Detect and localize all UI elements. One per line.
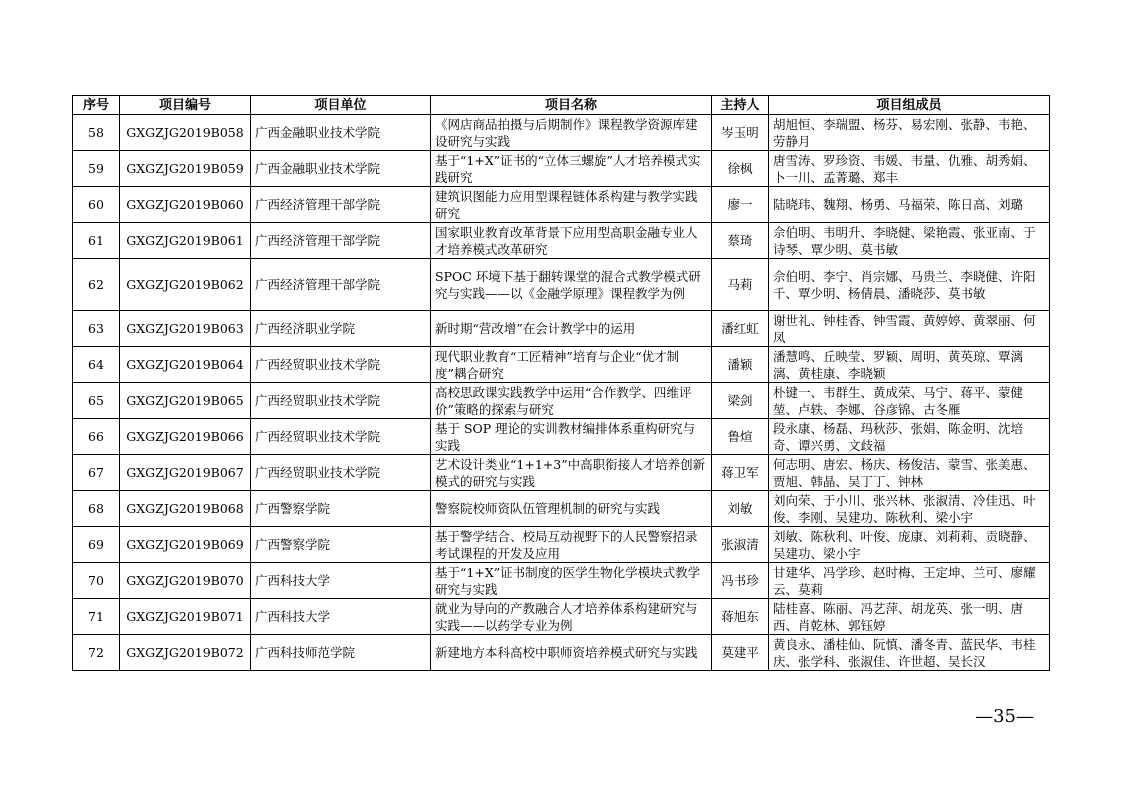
table-header-row — [73, 96, 1050, 115]
table-row — [73, 223, 1050, 259]
row-code: GXGZJG2019B072 — [120, 635, 251, 671]
row-num: 64 — [73, 347, 120, 383]
table-row — [73, 599, 1050, 635]
row-project-name: 新时期“营改增”在会计教学中的运用 — [431, 311, 712, 347]
row-members: 何志明、唐宏、杨庆、杨俊洁、蒙雪、张美惠、贾旭、韩晶、吴丁丁、钟林 — [769, 455, 1050, 491]
row-leader: 徐枫 — [712, 151, 769, 187]
row-members: 陆晓玮、魏翔、杨勇、马福荣、陈日高、刘璐 — [769, 187, 1050, 223]
table-row — [73, 455, 1050, 491]
table-row — [73, 491, 1050, 527]
table-row — [73, 635, 1050, 671]
row-project-name: 基于警学结合、校局互动视野下的人民警察招录考试课程的开发及应用 — [431, 527, 712, 563]
row-unit: 广西经贸职业技术学院 — [251, 419, 431, 455]
header-unit: 项目单位 — [251, 96, 431, 115]
row-unit: 广西警察学院 — [251, 491, 431, 527]
row-leader: 冯书珍 — [712, 563, 769, 599]
row-unit: 广西警察学院 — [251, 527, 431, 563]
row-members: 朴键一、韦群生、黄成荣、马宁、蒋平、蒙健堃、卢轶、李娜、谷彦锦、古冬雁 — [769, 383, 1050, 419]
row-num: 58 — [73, 115, 120, 151]
table-row — [73, 419, 1050, 455]
row-unit: 广西金融职业技术学院 — [251, 151, 431, 187]
row-num: 71 — [73, 599, 120, 635]
row-project-name: 国家职业教育改革背景下应用型高职金融专业人才培养模式改革研究 — [431, 223, 712, 259]
header-members: 项目组成员 — [769, 96, 1050, 115]
row-code: GXGZJG2019B060 — [120, 187, 251, 223]
row-members: 刘向荣、于小川、张兴林、张淑清、冷佳迅、叶俊、李刚、吴建功、陈秋利、梁小宇 — [769, 491, 1050, 527]
row-leader: 潘红虹 — [712, 311, 769, 347]
row-code: GXGZJG2019B062 — [120, 259, 251, 311]
row-unit: 广西经贸职业技术学院 — [251, 347, 431, 383]
row-num: 72 — [73, 635, 120, 671]
row-leader: 马莉 — [712, 259, 769, 311]
table-row — [73, 563, 1050, 599]
row-num: 63 — [73, 311, 120, 347]
row-code: GXGZJG2019B068 — [120, 491, 251, 527]
row-code: GXGZJG2019B067 — [120, 455, 251, 491]
page-number: —35— — [975, 706, 1034, 727]
header-code: 项目编号 — [120, 96, 251, 115]
row-code: GXGZJG2019B069 — [120, 527, 251, 563]
row-num: 62 — [73, 259, 120, 311]
row-unit: 广西经济职业学院 — [251, 311, 431, 347]
row-code: GXGZJG2019B064 — [120, 347, 251, 383]
row-num: 60 — [73, 187, 120, 223]
row-members: 谢世礼、钟桂香、钟雪霞、黄婷婷、黄翠丽、何凤 — [769, 311, 1050, 347]
row-leader: 张淑清 — [712, 527, 769, 563]
row-project-name: 基于 SOP 理论的实训教材编排体系重构研究与实践 — [431, 419, 712, 455]
row-leader: 莫建平 — [712, 635, 769, 671]
row-code: GXGZJG2019B059 — [120, 151, 251, 187]
row-members: 段永康、杨磊、玛秋莎、张娟、陈金明、沈培奇、谭兴勇、文歧福 — [769, 419, 1050, 455]
row-project-name: 警察院校师资队伍管理机制的研究与实践 — [431, 491, 712, 527]
row-project-name: 建筑识图能力应用型课程链体系构建与教学实践研究 — [431, 187, 712, 223]
row-code: GXGZJG2019B063 — [120, 311, 251, 347]
row-num: 66 — [73, 419, 120, 455]
row-unit: 广西科技大学 — [251, 563, 431, 599]
row-leader: 鲁煊 — [712, 419, 769, 455]
row-leader: 岑玉明 — [712, 115, 769, 151]
row-code: GXGZJG2019B061 — [120, 223, 251, 259]
row-unit: 广西科技师范学院 — [251, 635, 431, 671]
row-num: 68 — [73, 491, 120, 527]
row-unit: 广西经贸职业技术学院 — [251, 383, 431, 419]
header-name: 项目名称 — [431, 96, 712, 115]
row-unit: 广西经济管理干部学院 — [251, 259, 431, 311]
row-leader: 潘颖 — [712, 347, 769, 383]
table-row — [73, 151, 1050, 187]
row-unit: 广西经济管理干部学院 — [251, 187, 431, 223]
row-leader: 蒋卫军 — [712, 455, 769, 491]
row-unit: 广西经济管理干部学院 — [251, 223, 431, 259]
row-project-name: 基于“1+X”证书的“立体三螺旋”人才培养模式实践研究 — [431, 151, 712, 187]
row-project-name: 基于“1+X”证书制度的医学生物化学模块式教学研究与实践 — [431, 563, 712, 599]
table-row — [73, 527, 1050, 563]
row-members: 黄良永、潘桂仙、阮慎、潘冬青、蓝民华、韦桂庆、张学科、张淑佳、许世超、吴长汉 — [769, 635, 1050, 671]
table-row — [73, 347, 1050, 383]
row-code: GXGZJG2019B058 — [120, 115, 251, 151]
row-members: 陆桂喜、陈丽、冯艺萍、胡龙英、张一明、唐西、肖乾林、郭钰婷 — [769, 599, 1050, 635]
row-members: 佘伯明、李宁、肖宗娜、马贵兰、李晓健、许阳千、覃少明、杨倩晨、潘晓莎、莫书敏 — [769, 259, 1050, 311]
row-num: 61 — [73, 223, 120, 259]
row-members: 唐雪涛、罗珍资、韦媛、韦量、仇雅、胡秀娟、卜一川、孟菁璐、郑丰 — [769, 151, 1050, 187]
row-project-name: 高校思政课实践教学中运用“合作教学、四维评价”策略的探索与研究 — [431, 383, 712, 419]
row-members: 胡旭恒、李瑞盟、杨芬、易宏刚、张静、韦艳、劳静月 — [769, 115, 1050, 151]
row-leader: 蔡琦 — [712, 223, 769, 259]
table-row — [73, 187, 1050, 223]
row-unit: 广西经贸职业技术学院 — [251, 455, 431, 491]
row-leader: 梁剑 — [712, 383, 769, 419]
row-members: 潘慧鸣、丘映莹、罗颖、周明、黄英琼、覃漓漓、黄桂康、李晓颖 — [769, 347, 1050, 383]
table-row — [73, 115, 1050, 151]
project-table — [72, 95, 1050, 671]
row-project-name: SPOC 环境下基于翻转课堂的混合式教学模式研究与实践——以《金融学原理》课程教学为例 — [431, 259, 712, 311]
row-num: 59 — [73, 151, 120, 187]
row-code: GXGZJG2019B065 — [120, 383, 251, 419]
header-leader: 主持人 — [712, 96, 769, 115]
table-row — [73, 383, 1050, 419]
row-project-name: 就业为导向的产教融合人才培养体系构建研究与实践——以药学专业为例 — [431, 599, 712, 635]
table-row — [73, 259, 1050, 311]
row-members: 甘建华、冯学珍、赵时梅、王定坤、兰可、廖耀云、莫莉 — [769, 563, 1050, 599]
row-code: GXGZJG2019B071 — [120, 599, 251, 635]
row-leader: 蒋旭东 — [712, 599, 769, 635]
row-code: GXGZJG2019B066 — [120, 419, 251, 455]
row-num: 70 — [73, 563, 120, 599]
row-num: 65 — [73, 383, 120, 419]
row-members: 佘伯明、韦明升、李晓健、梁艳霞、张亚南、于诗琴、覃少明、莫书敏 — [769, 223, 1050, 259]
row-project-name: 现代职业教育“工匠精神”培育与企业“优才制度”耦合研究 — [431, 347, 712, 383]
row-num: 67 — [73, 455, 120, 491]
row-unit: 广西科技大学 — [251, 599, 431, 635]
header-num: 序号 — [73, 96, 120, 115]
table-body — [73, 115, 1050, 671]
row-project-name: 《网店商品拍摄与后期制作》课程教学资源库建设研究与实践 — [431, 115, 712, 151]
row-project-name: 新建地方本科高校中职师资培养模式研究与实践 — [431, 635, 712, 671]
row-num: 69 — [73, 527, 120, 563]
row-project-name: 艺术设计类业“1+1+3”中高职衔接人才培养创新模式的研究与实践 — [431, 455, 712, 491]
table-row — [73, 311, 1050, 347]
row-unit: 广西金融职业技术学院 — [251, 115, 431, 151]
row-code: GXGZJG2019B070 — [120, 563, 251, 599]
row-members: 刘敏、陈秋利、叶俊、庞康、刘莉莉、贡晓静、吴建功、梁小宇 — [769, 527, 1050, 563]
row-leader: 廖一 — [712, 187, 769, 223]
row-leader: 刘敏 — [712, 491, 769, 527]
